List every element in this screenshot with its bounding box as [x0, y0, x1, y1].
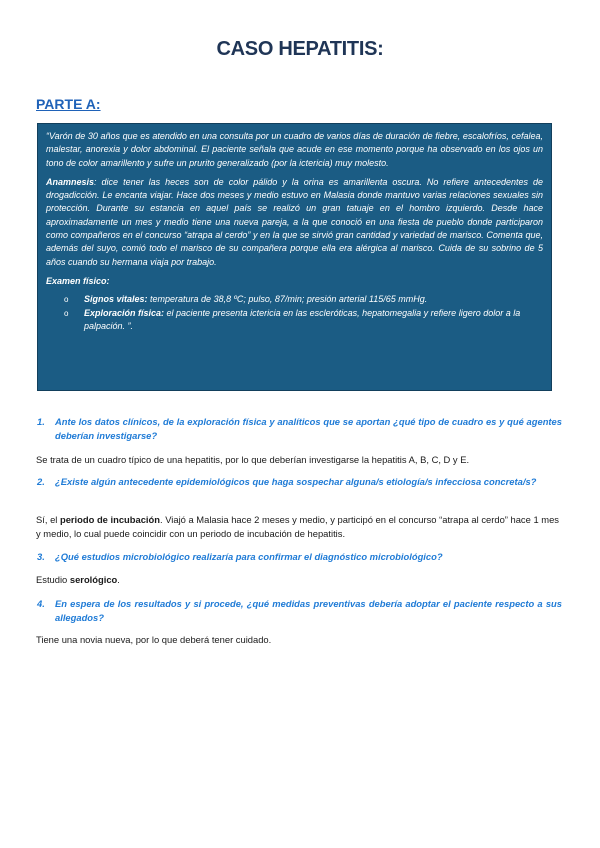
- answer-text: Sí, el: [36, 514, 60, 525]
- answer-bold: serológico: [69, 574, 118, 585]
- exam-item-text: el paciente presenta ictericia en las escleróticas, hepatomegalia y refiere ligero dolor a la palpación. ”.: [84, 307, 521, 331]
- exam-title: Examen físico:: [46, 275, 110, 286]
- question-1: [37, 415, 562, 442]
- exam-item-text: temperatura de 38,8 ºC; pulso, 87/min; presión arterial 115/65 mmHg.: [147, 294, 428, 305]
- exam-item: [46, 293, 543, 306]
- answer-2: [36, 513, 563, 540]
- question-text: ¿Existe algún antecedente epidemiológicos que haga sospechar alguna/s etiología/s infecciosa concreta/s?: [55, 476, 537, 487]
- question-2: [37, 475, 562, 489]
- question-number: 3.: [37, 551, 45, 562]
- question-4: [37, 597, 562, 624]
- section-heading: PARTE A:: [36, 96, 101, 112]
- question-number: 4.: [37, 598, 45, 609]
- anamnesis-paragraph: [46, 176, 543, 269]
- bullet-icon: o: [64, 295, 69, 305]
- exam-item: [46, 307, 543, 334]
- question-number: 2.: [37, 476, 45, 487]
- answer-bold: periodo de incubación: [59, 514, 160, 525]
- anamnesis-label: Anamnesis: [46, 176, 95, 187]
- case-description-box: [37, 123, 552, 391]
- page-title: CASO HEPATITIS:: [216, 38, 384, 60]
- answer-3: [36, 573, 563, 587]
- anamnesis-text: : dice tener las heces son de color pálido y la orina es amarillenta oscura. No refiere antecedentes de drogadicción. Le encanta viajar. Hace dos meses y medio estuvo en Malasia donde mantuvo varias relaciones sexuales sin protección. Durante su estancia en aquel país se realizó un gran tatuaje en el hombro izquierdo. Desde hace aproximadamente un mes y medio tiene una nueva pareja, a la que conoció en una fiesta de pueblo donde participaron como compañeros en el concurso “atrapa al cerdo” y en la que se sirvió gran cantidad y variedad de marisco. Comenta que, además del suyo, comió todo el marisco de su compañera porque ella era alérgica al marisco. Cuida de su sobrino de 5 años cuando su hermana viaja por trabajo.: [46, 176, 543, 267]
- exam-item-label: Exploración física:: [84, 307, 165, 318]
- question-number: 1.: [37, 416, 45, 427]
- question-text: En espera de los resultados y si procede, ¿qué medidas preventivas debería adoptar el paciente respecto a sus allegados?: [55, 598, 562, 623]
- answer-text: Tiene una novia nueva, por lo que deberá tener cuidado.: [36, 634, 272, 645]
- answer-1: [36, 453, 563, 467]
- question-text: ¿Qué estudios microbiológico realizaría para confirmar el diagnóstico microbiológico?: [55, 551, 443, 562]
- answer-text: Se trata de un cuadro típico de una hepatitis, por lo que deberían investigarse la hepatitis A, B, C, D y E.: [36, 454, 470, 465]
- answer-4: [36, 633, 563, 647]
- question-3: [37, 550, 562, 564]
- answer-text: Estudio: [36, 574, 70, 585]
- answer-text-end: . Viajó a Malasia hace 2 meses y medio, y participó en el concurso “atrapa al cerdo” hace 1 mes y medio, lo cual puede coincidir con un periodo de incubación de hepatitis.: [36, 514, 559, 539]
- bullet-icon: o: [64, 308, 69, 318]
- exam-item-label: Signos vitales:: [84, 294, 148, 305]
- exam-list: [46, 293, 543, 333]
- answer-text-end: .: [117, 574, 120, 585]
- question-text: Ante los datos clínicos, de la exploración física y analíticos que se aportan ¿qué tipo de cuadro es y qué agentes deberían investigarse?: [55, 416, 562, 441]
- case-intro: “Varón de 30 años que es atendido en una consulta por un cuadro de varios días de duración de fiebre, escalofríos, cefalea, malestar, anorexia y dolor abdominal. El paciente señala que acude en ese momento porque ha observado en los ojos un tono de color amarillento y sufre un prurito generalizado (por la ictericia) muy molesto.: [46, 131, 543, 168]
